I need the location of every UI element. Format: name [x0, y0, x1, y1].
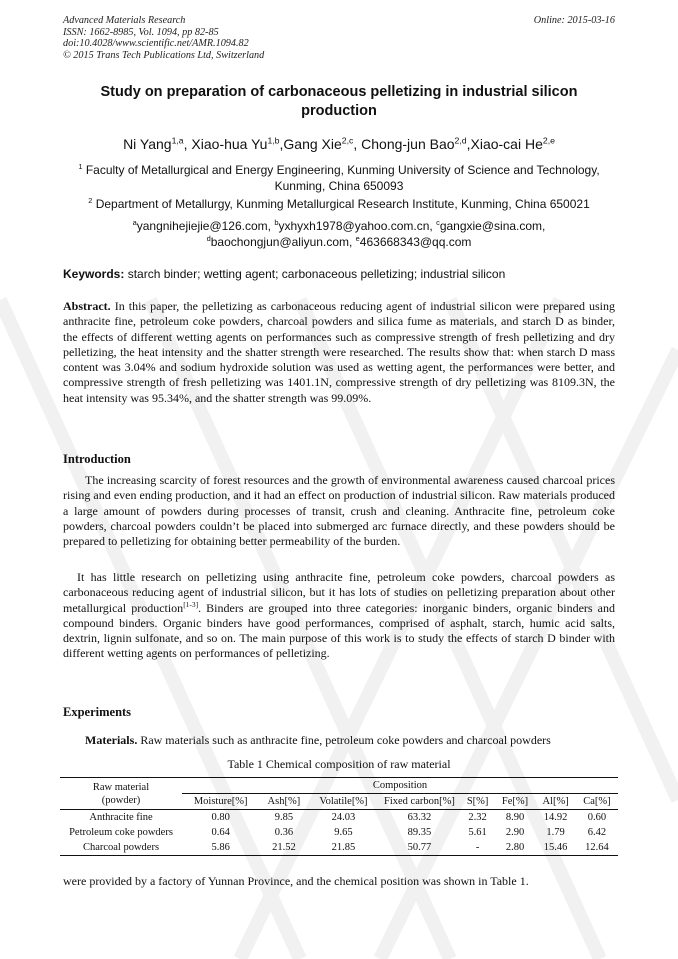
affiliation-line: Faculty of Metallurgical and Energy Engineering, Kunming University of Science and Technology,	[85, 163, 600, 177]
after-table-text: were provided by a factory of Yunnan Province, and the chemical position was shown in Table 1.	[63, 874, 529, 888]
column-header: Ash[%]	[267, 796, 301, 807]
affiliation-line: Department of Metallurgy, Kunming Metallurgical Research Institute, Kunming, China 650021	[95, 197, 590, 211]
table-cell: 0.60	[587, 812, 607, 823]
table-cell: 8.90	[505, 812, 525, 823]
column-header: Fe[%]	[501, 796, 529, 807]
table-cell: 9.85	[274, 812, 294, 823]
author-sup: 1,b	[267, 135, 280, 146]
table-cell: 5.61	[468, 827, 487, 838]
table-cell: 2.90	[505, 827, 525, 838]
journal-issn: ISSN: 1662-8985, Vol. 1094, pp 82-85	[63, 26, 219, 38]
table-group-header: Composition	[182, 778, 618, 794]
intro-text: . Binders are grouped into three categories: inorganic binders, organic binders and compound binders. Organic binders have good performances, comprised of asphalt, starch, humic acid salts, dextrin, lignin sulfonate, and so on. The main purpose of this work is to study the effects of starch D binder with different wetting agents on performances of pelletizing.	[63, 600, 615, 661]
affiliation-line: Kunming, China 650093	[274, 179, 404, 193]
table-row	[60, 825, 618, 840]
author-name: Ni Yang	[123, 136, 172, 152]
table-cell: 21.52	[272, 842, 296, 853]
author-name: Gang Xie	[283, 136, 342, 152]
abstract-text: In this paper, the pelletizing as carbonaceous reducing agent of industrial silicon were prepared using anthracite fine, petroleum coke powders, charcoal powders and silica fume as materials, and starch D as binder, the effects of different wetting agents on performances such as compressive strength of fresh pelletizing and dry pelletizing, the heat intensity and the shatter strength were researched. The results show that: when starch D mass content was 3.04% and sodium hydroxide solution was used as wetting agent, the performances were better, and compressive strength of fresh pelletizing was 1401.1N, compressive strength of dry pelletizing was 8109.3N, the heat intensity was 95.34%, and the shatter strength was 99.09%.	[63, 299, 615, 405]
email-link[interactable]: yangnihejiejie@126.com,	[136, 219, 275, 233]
table-row-header	[60, 778, 182, 810]
table-cell: 0.80	[211, 812, 230, 823]
author-name: Xiao-cai He	[470, 136, 543, 152]
table-row	[60, 810, 618, 826]
row-header-line: Raw material	[92, 781, 150, 793]
row-header-line: (powder)	[101, 794, 141, 806]
table-cell: -	[475, 842, 480, 853]
table-cell: 2.80	[505, 842, 525, 853]
author-sup: 2,d	[454, 135, 467, 146]
email-link[interactable]: 463668343@qq.com	[359, 235, 472, 249]
affiliation-num: 2	[88, 196, 93, 205]
abstract	[63, 299, 615, 406]
keywords-text: starch binder; wetting agent; carbonaceous pelletizing; industrial silicon	[124, 267, 506, 281]
author-list: Ni Yang$^{1,a}$, Xiao-hua Yu$^{1,b}$,Gang Xie$^{2,c}$, Chong-jun Bao$^{2,d}$,Xiao-cai He$^{2,e}$	[123, 135, 555, 152]
affiliation-num: 1	[78, 162, 83, 171]
journal-doi[interactable]: doi:10.4028/www.scientific.net/AMR.1094.82	[63, 38, 249, 49]
materials-paragraph	[63, 733, 615, 748]
affiliation-1	[60, 162, 618, 194]
title-line-1: Study on preparation of carbonaceous pelletizing in industrial silicon	[100, 84, 578, 100]
table-cell: 15.46	[543, 842, 568, 853]
online-date: Online: 2015-03-16	[533, 15, 615, 26]
column-header: Fixed carbon[%]	[384, 796, 455, 807]
email-sup: e	[355, 234, 360, 243]
column-header: Ca[%]	[583, 796, 611, 807]
column-header: Volatile[%]	[319, 796, 368, 807]
keywords-label: Keywords:	[63, 267, 125, 281]
intro-paragraph-2	[63, 570, 615, 662]
table-cell: 12.64	[585, 842, 609, 853]
table-cell: 6.42	[587, 827, 607, 838]
email-sup: b	[274, 218, 279, 227]
column-header: Moisture[%]	[193, 796, 248, 807]
table-cell: 89.35	[407, 827, 432, 838]
table-row	[60, 840, 618, 856]
author-emails	[60, 218, 618, 250]
table-cell: 5.86	[211, 842, 230, 853]
author-name: Xiao-hua Yu	[191, 136, 268, 152]
affiliation-2	[60, 196, 618, 212]
author-sup: 2,c	[341, 135, 354, 146]
table-cell: 1.79	[546, 827, 565, 838]
keywords	[63, 267, 618, 281]
table-cell: Petroleum coke powders	[69, 827, 173, 838]
table-cell: 21.85	[331, 842, 356, 853]
journal-name: Advanced Materials Research	[63, 15, 186, 26]
author-name: Chong-jun Bao	[361, 136, 455, 152]
email-sup: d	[206, 234, 211, 243]
table-cell: 14.92	[543, 812, 568, 823]
table-caption: Table 1 Chemical composition of raw material	[227, 757, 451, 771]
author-sup: 1,a	[171, 135, 184, 146]
table-cell: Anthracite fine	[89, 812, 153, 823]
table-cell: 24.03	[331, 812, 356, 823]
table-cell: 0.64	[211, 827, 230, 838]
journal-copyright: © 2015 Trans Tech Publications Ltd, Switzerland	[63, 49, 265, 61]
journal-header	[63, 15, 264, 61]
abstract-label: Abstract.	[63, 299, 111, 313]
table-cell: Charcoal powders	[82, 842, 160, 853]
intro-paragraph-1: The increasing scarcity of forest resources and the growth of environmental awareness caused charcoal prices rising and even ending production, and it had an effect on production of industrial silicon. Raw materials produced a large amount of powders during processes of transit, crush and cleaning. Anthracite fine, petroleum coke powders, charcoal powders couldn’t be placed into submerged arc furnace directly, and these powders should be prepared to pelletizing for obtaining better permeability of the burden.	[63, 473, 615, 549]
email-link[interactable]: baochongjun@aliyun.com,	[210, 235, 356, 249]
email-link[interactable]: gangxie@sina.com,	[439, 219, 546, 233]
materials-label: Materials.	[85, 733, 138, 747]
table-cell: 2.32	[468, 812, 487, 823]
section-heading-introduction: Introduction	[63, 452, 131, 466]
title-line-2: production	[301, 103, 377, 119]
column-header: Al[%]	[542, 796, 569, 807]
paper-title	[70, 83, 608, 121]
email-sup: c	[436, 218, 440, 227]
table-cell: 0.36	[274, 827, 294, 838]
citation-ref[interactable]: [1-3]	[183, 599, 199, 609]
section-heading-experiments: Experiments	[63, 705, 132, 719]
intro-text: It has little research on pelletizing using anthracite fine, petroleum coke powders, charcoal powders as carbonaceous reducing agent of industrial silicon, but it has lots of studies on pelletizing preparation about other metallurgical production	[63, 570, 615, 615]
author-sup: 2,e	[542, 135, 555, 146]
materials-text: Raw materials such as anthracite fine, petroleum coke powders and charcoal powders	[137, 733, 551, 747]
table-cell: 50.77	[407, 842, 432, 853]
table-cell: 9.65	[334, 827, 353, 838]
table-cell: 63.32	[407, 812, 432, 823]
email-sup: a	[132, 218, 137, 227]
email-link[interactable]: yxhyxh1978@yahoo.com.cn,	[278, 219, 437, 233]
composition-table	[60, 777, 618, 856]
column-header: S[%]	[466, 796, 489, 807]
